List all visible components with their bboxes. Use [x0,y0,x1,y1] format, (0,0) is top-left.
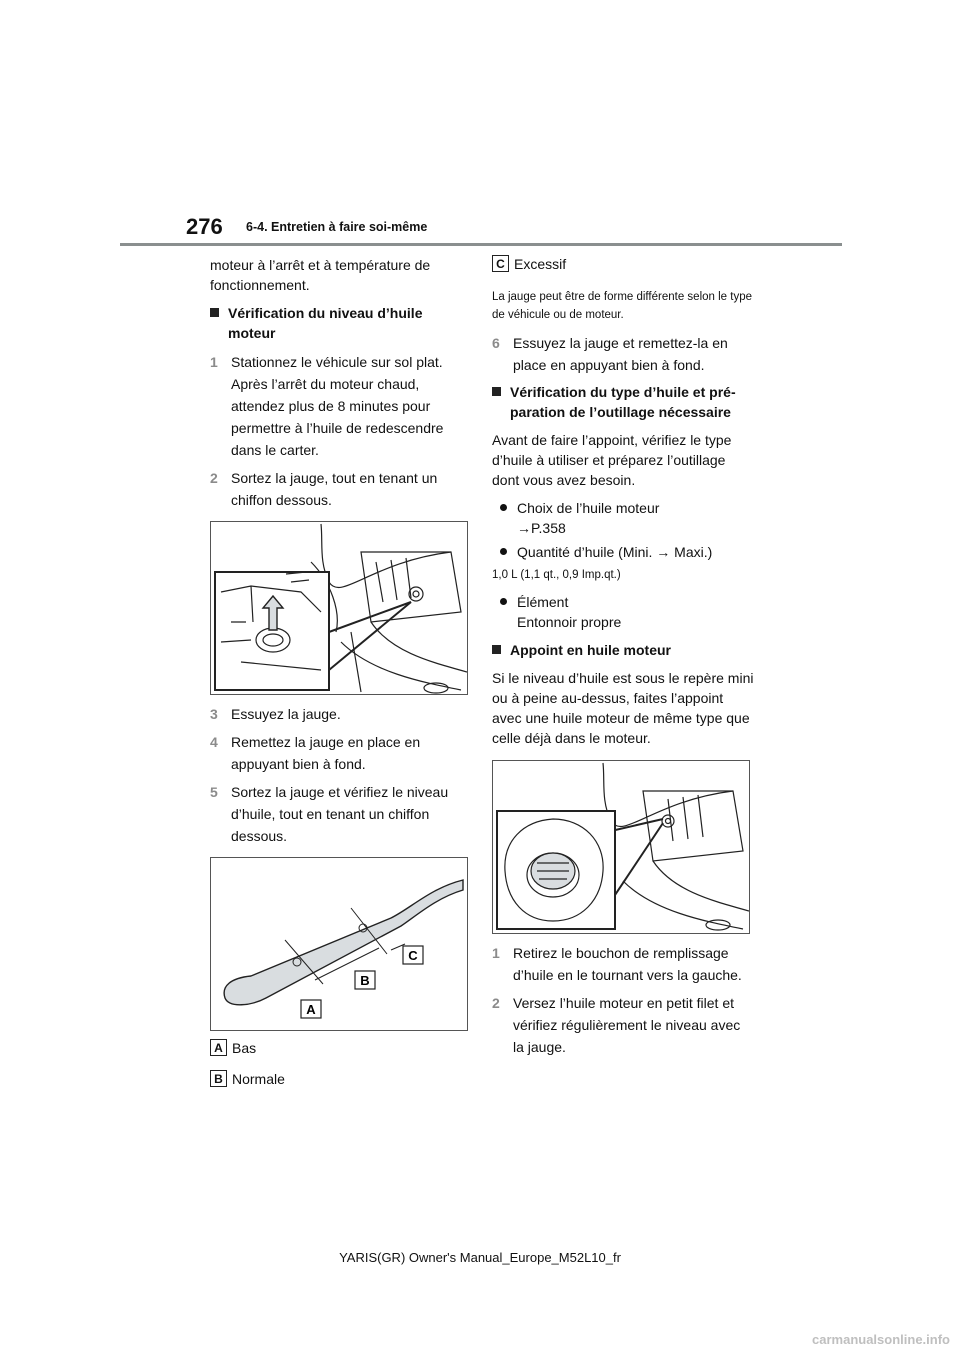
bullet-text: Quantité d’huile (Mini. → Maxi.) [517,544,713,560]
refill-paragraph: Si le niveau d’huile est sous le repère mini ou à peine au-dessus, faites l’appoint avec une huile moteur de même type que celle déjà dans le moteur. [492,670,754,746]
section-title: 6-4. Entretien à faire soi-même [246,220,428,234]
page-reference: →P.358 [517,520,566,536]
step-item [210,703,472,725]
step-text: Essuyez la jauge. [231,706,341,722]
step-number: 4 [210,734,218,750]
header-rule [120,243,842,246]
step-item [492,942,754,986]
heading-oil-type-check [492,382,754,422]
step-text: Sortez la jauge et vérifiez le niveau d’huile, tout en tenant un chiffon dessous. [231,784,449,844]
bullet-item [492,542,754,562]
bullet-line: Choix de l’huile moteur [517,500,660,516]
bullet-line: Élément [517,594,569,610]
bullet-dot-icon [500,598,507,605]
step-text: Stationnez le véhicule sur sol plat. Après l’arrêt du moteur chaud, attendez plus de 8 minutes pour permettre à l’huile de redescendre dans le carter. [231,354,444,458]
oil-quantity: 1,0 L (1,1 qt., 0,9 Imp.qt.) [492,569,621,581]
step-item [492,992,754,1058]
bullet-dot-icon [500,548,507,555]
dipstick-label-c: C [408,948,418,963]
square-bullet-icon [492,645,501,654]
engine-dipstick-illustration [210,521,468,695]
step-number: 3 [210,706,218,722]
bullet-item [492,592,754,632]
bullet-dot-icon [500,504,507,511]
legend-item [492,255,754,272]
heading-text: Vérification du type d’huile et préparation de l’outillage nécessaire [510,384,736,420]
heading-oil-refill [492,640,754,660]
bullet-item [492,498,754,538]
step-number: 2 [492,995,500,1011]
step-text: Retirez le bouchon de remplissage d’huile en le tournant vers la gauche. [513,945,742,983]
heading-text: Vérification du niveau d’huile moteur [228,305,423,341]
dipstick-label-b: B [360,973,370,988]
oil-type-paragraph: Avant de faire l’appoint, vérifiez le type d’huile à utiliser et préparez l’outillage dont vous avez besoin. [492,432,732,488]
step-text: Versez l’huile moteur en petit filet et vérifiez régulièrement le niveau avec la jauge. [513,995,741,1055]
legend-text: Excessif [514,255,567,272]
step-number: 6 [492,335,500,351]
step-number: 1 [492,945,500,961]
legend-text: Bas [232,1039,257,1056]
oil-cap-illustration [492,760,750,934]
engine-bay-drawing [211,522,467,694]
step-text: Essuyez la jauge et remettez-la en place en appuyant bien à fond. [513,335,728,373]
heading-text: Appoint en huile moteur [510,642,671,658]
dipstick-label-a: A [306,1002,316,1017]
dipstick-drawing [211,858,467,1030]
step-text: Sortez la jauge, tout en tenant un chiffon dessous. [231,470,438,508]
step-item [210,781,472,847]
bullet-text [517,592,621,632]
legend-key: B [210,1070,227,1087]
square-bullet-icon [210,308,219,317]
bullet-line: Entonnoir propre [517,614,622,630]
dipstick-illustration [210,857,468,1031]
legend-item [210,1070,472,1087]
left-column [210,255,472,1101]
bullet-text [517,498,659,538]
right-column [492,255,754,1064]
step-number: 2 [210,470,218,486]
page-number: 276 [186,214,223,239]
step-number: 1 [210,354,218,370]
legend-key: A [210,1039,227,1056]
step-text: Remettez la jauge en place en appuyant bien à fond. [231,734,421,772]
step-item [210,467,472,511]
square-bullet-icon [492,387,501,396]
step-number: 5 [210,784,218,800]
step-item [210,731,472,775]
watermark: carmanualsonline.info [812,1332,950,1347]
intro-text: moteur à l’arrêt et à température de fonctionnement. [210,257,431,293]
oil-cap-drawing [493,761,749,933]
legend-key: C [492,255,509,272]
footer-manual-name: YARIS(GR) Owner's Manual_Europe_M52L10_fr [339,1250,621,1265]
step-item [492,332,754,376]
legend-item [210,1039,472,1056]
heading-oil-level-check [210,303,472,343]
dipstick-note: La jauge peut être de forme différente selon le type de véhicule ou de moteur. [492,291,752,321]
step-item [210,351,472,461]
legend-text: Normale [232,1070,285,1087]
